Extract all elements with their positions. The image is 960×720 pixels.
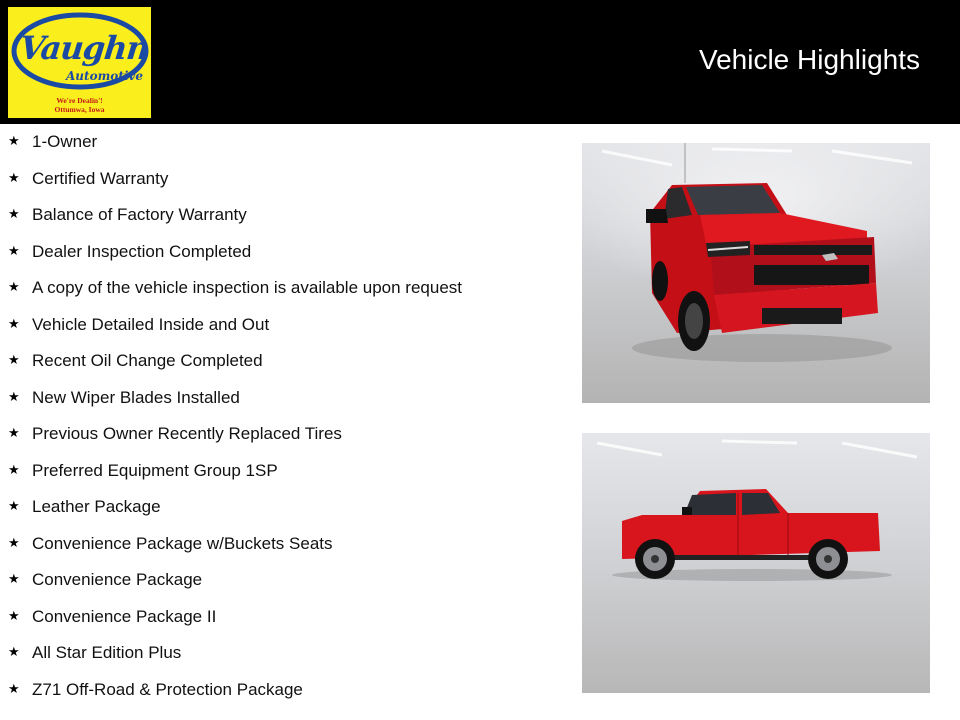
star-icon: ★ (8, 534, 20, 550)
highlight-text: Recent Oil Change Completed (32, 351, 263, 370)
highlight-text: Certified Warranty (32, 168, 169, 188)
star-icon: ★ (8, 607, 20, 623)
star-icon: ★ (8, 315, 20, 331)
highlight-text: All Star Edition Plus (32, 643, 182, 662)
star-icon: ★ (8, 680, 20, 696)
highlight-text: Balance of Factory Warranty (32, 205, 247, 224)
header-bar (0, 0, 960, 124)
logo-brand: Vaughn (18, 29, 151, 67)
logo-location: Ottumwa, Iowa (54, 105, 105, 114)
highlight-text: Preferred Equipment Group 1SP (32, 460, 278, 480)
highlight-text: Convenience Package w/Buckets Seats (32, 533, 333, 553)
star-icon: ★ (8, 461, 20, 477)
star-icon: ★ (8, 644, 20, 659)
highlight-text: 1-Owner (32, 132, 98, 151)
star-icon: ★ (8, 279, 20, 294)
dealer-logo[interactable] (8, 7, 151, 118)
highlight-text: A copy of the vehicle inspection is available upon request (32, 278, 462, 297)
highlight-text: Convenience Package (32, 570, 203, 589)
star-icon: ★ (8, 571, 20, 586)
star-icon: ★ (8, 242, 20, 258)
highlight-text: Leather Package (32, 497, 161, 516)
logo-sub: Automotive (66, 69, 143, 83)
highlight-text: Dealer Inspection Completed (32, 241, 252, 261)
star-icon: ★ (8, 388, 20, 404)
highlight-text: Z71 Off-Road & Protection Package (32, 679, 303, 699)
star-icon: ★ (8, 425, 20, 440)
vehicle-photo-front[interactable] (582, 143, 930, 403)
star-icon: ★ (8, 169, 20, 185)
vehicle-photo-side[interactable] (582, 433, 930, 693)
highlight-text: New Wiper Blades Installed (32, 387, 240, 407)
star-icon: ★ (8, 133, 20, 148)
star-icon: ★ (8, 206, 20, 221)
star-icon: ★ (8, 352, 20, 367)
highlight-text: Previous Owner Recently Replaced Tires (32, 424, 342, 443)
logo-tagline: We're Dealin'! (56, 96, 103, 105)
highlight-text: Convenience Package II (32, 606, 217, 626)
star-icon: ★ (8, 498, 20, 513)
page-title: Vehicle Highlights (698, 44, 920, 75)
highlight-text: Vehicle Detailed Inside and Out (32, 314, 270, 334)
